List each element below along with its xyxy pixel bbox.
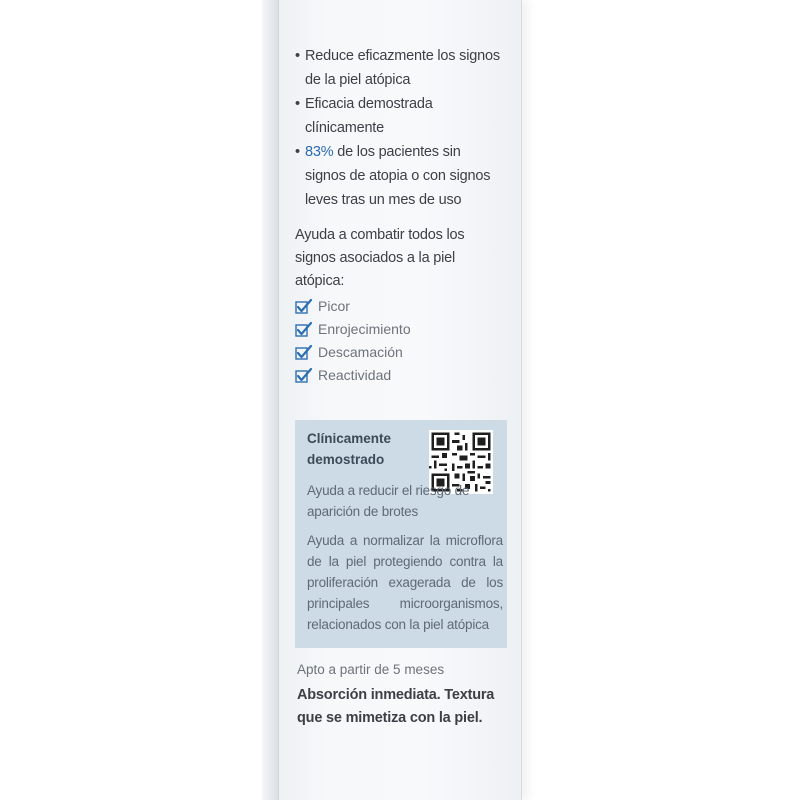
box-text-content (295, 44, 505, 387)
bullet-text: de los pacientes sin signos de atopia o con signos leves tras un mes de uso (305, 144, 491, 208)
bullet-text: Reduce eficazmente los signos de la piel atópica (305, 48, 500, 88)
checklist-item (295, 364, 505, 387)
bullet-text: Eficacia demostrada clínicamente (305, 96, 433, 136)
bullet-dot-icon: • (295, 48, 300, 64)
checklist-item (295, 341, 505, 364)
checklist-label: Picor (318, 298, 350, 314)
symptom-intro: Ayuda a combatir todos los signos asociados a la piel atópica: (295, 227, 465, 289)
checklist-label: Enrojecimiento (318, 321, 411, 337)
benefit-bullet (295, 140, 505, 212)
bullet-dot-icon: • (295, 96, 300, 112)
absorption-claim: Absorción inmediata. Textura que se mimetiza con la piel. (297, 687, 495, 726)
checkmark-box-icon (295, 298, 313, 315)
checklist-item (295, 318, 505, 341)
checkmark-box-icon (295, 367, 313, 384)
product-box-panel (278, 0, 522, 800)
bullet-highlight-percent: 83% (305, 144, 334, 160)
benefit-bullet-list (295, 44, 505, 212)
checklist-item (295, 295, 505, 318)
panel-heading: Clínicamente demostrado (307, 431, 392, 467)
panel-benefit-text: Ayuda a normalizar la microflora de la piel protegiendo contra la proliferación exagerada de los principales microorganismos, relacionados con la piel atópica (307, 533, 503, 632)
checkmark-box-icon (295, 344, 313, 361)
benefit-bullet (295, 44, 505, 92)
age-note: Apto a partir de 5 meses (297, 662, 445, 677)
clinical-panel (295, 420, 507, 648)
panel-benefit-text: Ayuda a reducir el riesgo de aparición de brotes (307, 483, 470, 519)
checklist-label: Reactividad (318, 367, 392, 383)
checkmark-box-icon (295, 321, 313, 338)
benefit-bullet (295, 92, 505, 140)
bullet-dot-icon: • (295, 144, 300, 160)
symptom-checklist (295, 295, 505, 387)
checklist-label: Descamación (318, 344, 403, 360)
